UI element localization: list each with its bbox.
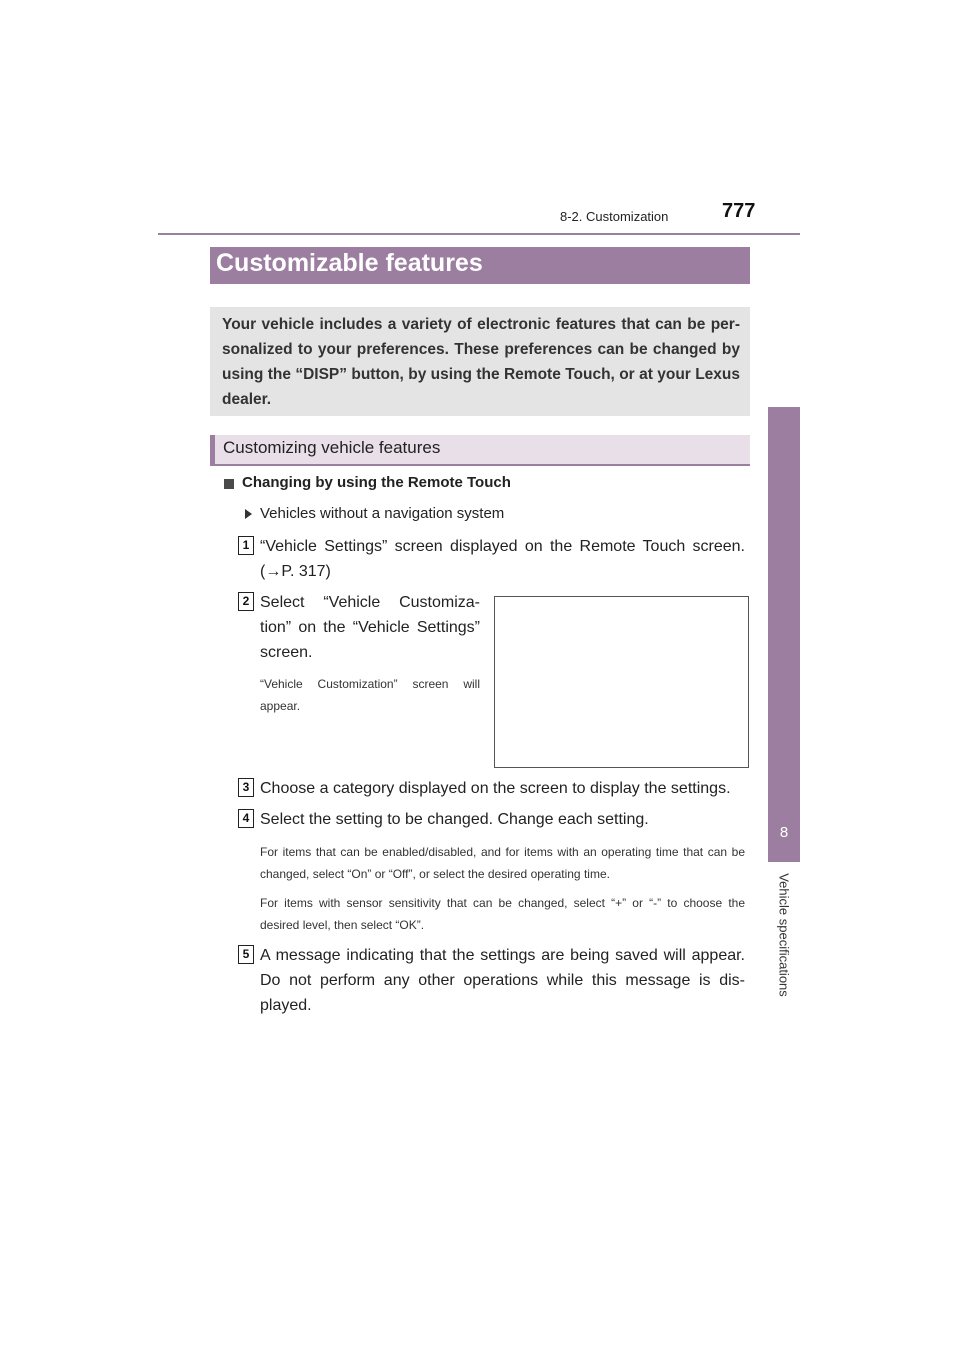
- screen-image-placeholder: [494, 596, 749, 768]
- step-4-note-2: For items with sensor sensitivity that can be changed, select “+” or “-” to choose the desired level, then select “OK”.: [260, 896, 745, 932]
- condition-text: Vehicles without a navigation system: [260, 505, 505, 522]
- step-2-text: Select “Vehicle Customiza-tion” on the “Vehicle Settings” screen.: [260, 594, 480, 661]
- step-number-3: 3: [238, 778, 254, 797]
- chapter-label: Vehicle specifications: [776, 873, 792, 997]
- chapter-side-tab: [768, 407, 800, 862]
- subsection-accent: [210, 435, 215, 465]
- step-5-text: A message indicating that the settings are being saved will appear. Do not perform any other operations while this message is dis-played.: [260, 947, 745, 1014]
- subsection-title: Customizing vehicle features: [223, 438, 441, 457]
- step-4-text: Select the setting to be changed. Change each setting.: [260, 811, 649, 828]
- intro-text: Your vehicle includes a variety of electronic features that can be per-sonalized to your preferences. These preferences can be changed by using the “DISP” button, by using the Remote Touch, or at your Lexus dealer.: [222, 316, 740, 408]
- chapter-number: 8: [779, 824, 789, 841]
- triangle-arrow-icon: [245, 509, 252, 519]
- step-number-5: 5: [238, 945, 254, 964]
- step-number-4: 4: [238, 809, 254, 828]
- square-bullet-icon: [224, 479, 234, 489]
- step-2-note: “Vehicle Customization” screen will appear.: [260, 677, 480, 713]
- page-title: Customizable features: [216, 249, 483, 277]
- step-number-1: 1: [238, 536, 254, 555]
- running-header: 8-2. Customization: [560, 209, 669, 224]
- page-reference-link[interactable]: (→P. 317): [260, 563, 331, 580]
- step-4-note-1: For items that can be enabled/disabled, and for items with an operating time that can be changed, select “On” or “Off”, or select the desired operating time.: [260, 845, 745, 881]
- header-rule: [158, 233, 800, 235]
- bullet-heading: Changing by using the Remote Touch: [242, 474, 511, 491]
- step-1-text: “Vehicle Settings” screen displayed on the Remote Touch screen.: [260, 538, 745, 555]
- subsection-underline: [210, 464, 750, 466]
- page-number: 777: [722, 200, 756, 222]
- step-3-text: Choose a category displayed on the screen to display the settings.: [260, 780, 731, 797]
- step-number-2: 2: [238, 592, 254, 611]
